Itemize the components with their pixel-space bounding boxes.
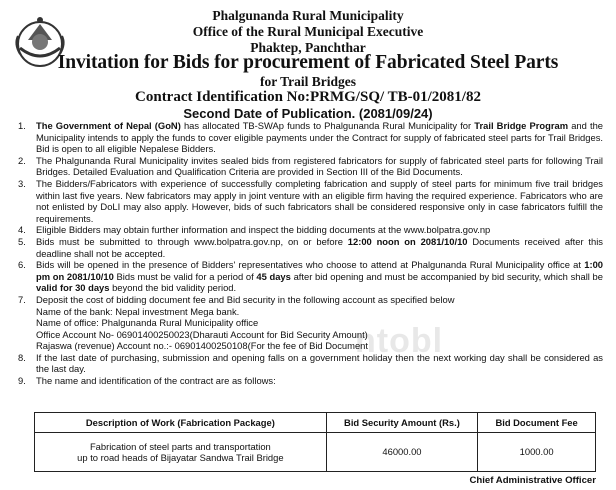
office-address: Phaktep, Panchthar bbox=[250, 40, 366, 55]
table-row bbox=[35, 433, 596, 472]
notice-title: Invitation for Bids for procurement of Fabricated Steel Parts bbox=[57, 52, 559, 73]
contract-identification: Contract Identification No:PRMG/SQ/ TB-01/2081/82 bbox=[135, 89, 481, 105]
clause-2: 2. The Phalgunanda Rural Municipality invites sealed bids from registered fabricators for supply of fabricated steel parts for following Trail Bridges. Detailed Evaluation and Qualification Criteria are provided in Section III of the Bid Documents. bbox=[18, 154, 603, 178]
notice-subtitle: for Trail Bridges bbox=[260, 74, 356, 89]
clause-5: 5. Bids must be submitted to through www.bolpatra.gov.np, on or before 12:00 noon on 2081/10/10 Documents received after this deadline shall not be accepted. bbox=[18, 235, 603, 259]
table-header-row bbox=[35, 413, 596, 433]
office-name-line: Name of office: Phalgunanda Rural Municipality office bbox=[36, 317, 259, 329]
clause-6: 6. Bids will be opened in the presence of Bidders' representatives who choose to attend at Phalgunanda Rural Municipality office at 1:00 pm on 2081/10/10 Bids must be valid for a period of 45 days after bid opening and must be accompanied by bid security, which shall be valid for 30 days beyond the bid validity period. bbox=[18, 259, 603, 294]
clause-7: 7. Deposit the cost of bidding document fee and Bid security in the following account as specified below Name of the bank: Nepal investment Mega bank. Name of office: Phalgunanda Rural Municipality office Office Account No- 06901400250023(Dharauti Account for Bid Security Amount) Rajaswa (revenue) Account no.:- 06901400250108(For the fee of Bid Document bbox=[18, 294, 603, 352]
publication-date: Second Date of Publication. (2081/09/24) bbox=[183, 106, 433, 121]
clause-9: 9. The name and identification of the contract are as follows: bbox=[18, 375, 276, 387]
clause-3: 3. The Bidders/Fabricators with experience of successfully completing fabrication and supply of steel parts for minimum five trail bridges within last five years. New fabricators may apply in joint venture with an eligible firm having the required experience. Fabricators who are not enlisted by DoLI may also apply. However, bids of such fabricators shall be considered responsive only in case fabricators fulfill the requirements. bbox=[18, 177, 603, 224]
col-description: Description of Work (Fabrication Package) bbox=[35, 413, 327, 433]
office-name: Office of the Rural Municipal Executive bbox=[192, 24, 424, 39]
col-document-fee: Bid Document Fee bbox=[478, 413, 596, 433]
clause-8: 8. If the last date of purchasing, submission and opening falls on a government holiday then the next working day shall be considered as the last day. bbox=[18, 351, 603, 375]
signatory-title: Chief Administrative Officer bbox=[469, 475, 596, 486]
revenue-account: Rajaswa (revenue) Account no.:- 06901400250108(For the fee of Bid Document bbox=[36, 340, 368, 352]
municipality-name: Phalgunanda Rural Municipality bbox=[212, 8, 404, 23]
bid-security-amount: 46000.00 bbox=[326, 433, 477, 472]
work-description: Fabrication of steel parts and transportation up to road heads of Bijayatar Sandwa Trail Bridge bbox=[35, 433, 327, 472]
clause-4: 4. Eligible Bidders may obtain further information and inspect the bidding documents at the www.bolpatra.gov.np bbox=[18, 224, 491, 236]
bank-name: Name of the bank: Nepal investment Mega bank. bbox=[36, 305, 240, 317]
clause-1: 1. The Government of Nepal (GoN) has allocated TB-SWAp funds to Phalgunanda Rural Municipality for Trail Bridge Program and the Municipality intends to apply the funds to cover eligible payments under the Contract for supply of fabricated steel parts for Trail Bridges. Bid is open to all eligible Nepalese Bidders. bbox=[18, 120, 603, 155]
col-bid-security: Bid Security Amount (Rs.) bbox=[326, 413, 477, 433]
notice-clauses bbox=[18, 120, 603, 387]
watermark-text: ntobl bbox=[355, 322, 444, 360]
contract-table bbox=[34, 412, 596, 472]
security-account: Office Account No- 06901400250023(Dharauti Account for Bid Security Amount) bbox=[36, 328, 368, 340]
bid-document-fee: 1000.00 bbox=[478, 433, 596, 472]
